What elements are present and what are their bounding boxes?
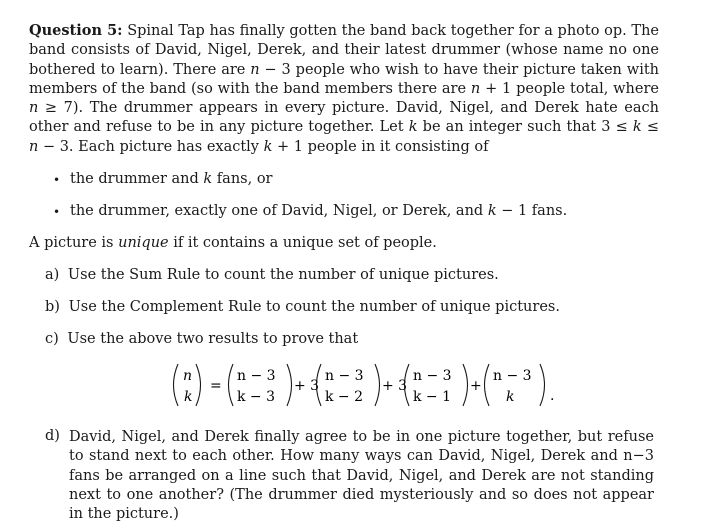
- term2-bottom: k − 2: [325, 389, 364, 405]
- part-text: Use the Sum Rule to count the number of unique pictures.: [67, 267, 499, 283]
- part-text: David, Nigel, and Derek finally agree to be in one picture together, but refuse to stand next to each other. How many ways can David, Nigel, Derek and n−3 fans be arranged on a line such that David, Nigel, and Derek are not standing next to one another? (The drummer died mysteriously and so does not appear in the picture.): [69, 429, 654, 523]
- part-d: [69, 428, 654, 524]
- term4-bottom: k: [506, 389, 515, 405]
- intro-text-4: ≥ 7). The drummer appears in every picture. David, Nigel, and Derek hate each other and refuse to be in any picture together. Let: [29, 100, 659, 136]
- lhs-bottom: k: [184, 389, 193, 405]
- equation-end: .: [550, 388, 555, 404]
- definition-text: if it contains a unique set of people.: [168, 235, 437, 251]
- term2-top: n − 3: [325, 368, 364, 384]
- term2-coef: + 3: [294, 378, 320, 394]
- definition-text: A picture is: [29, 235, 119, 251]
- var-k: k: [203, 171, 213, 187]
- intro-text-6: ≤: [641, 119, 659, 136]
- term3-top: n − 3: [413, 368, 452, 384]
- bullet-text: the drummer and: [70, 171, 204, 187]
- intro-text-1: Spinal Tap has finally gotten the band back together for a photo op. The band consists of David, Nigel, Derek, and their latest drummer (whose name no one bothered to learn). There are: [29, 23, 659, 78]
- term1-bottom: k − 3: [237, 389, 276, 405]
- var-n: n: [470, 80, 481, 97]
- part-c: [45, 331, 358, 347]
- var-k: k: [263, 138, 273, 155]
- var-n: n: [29, 138, 39, 155]
- bullet-text: fans, or: [212, 171, 273, 187]
- intro-text-7: − 3. Each picture has exactly: [38, 138, 264, 155]
- part-a: [45, 267, 499, 283]
- term3-coef: + 3: [382, 378, 408, 394]
- part-b: [45, 299, 560, 315]
- intro-text-5: be an integer such that 3 ≤: [417, 119, 633, 136]
- part-label: d): [45, 428, 60, 444]
- term4-coef: +: [470, 378, 482, 394]
- var-k: k: [408, 119, 418, 136]
- term1-top: n − 3: [237, 368, 276, 384]
- question-label: Question 5:: [29, 22, 123, 39]
- part-d-label-wrap: [45, 428, 60, 444]
- equals-sign: =: [210, 378, 222, 394]
- bullet-item: [70, 171, 272, 187]
- definition-term: unique: [118, 235, 169, 251]
- intro-text-3: + 1 people total, where: [480, 80, 659, 97]
- part-text: Use the Complement Rule to count the number of unique pictures.: [68, 299, 560, 315]
- lhs-top: n: [183, 368, 193, 384]
- bullet-text: the drummer, exactly one of David, Nigel, or Derek, and: [70, 203, 488, 219]
- question-paragraph: [29, 21, 659, 157]
- bullet-text: − 1 fans.: [496, 203, 568, 219]
- part-label: a): [45, 267, 60, 283]
- bullet-marker: •: [53, 205, 61, 219]
- var-n: n: [250, 61, 260, 78]
- part-label: c): [45, 331, 59, 347]
- var-n: n: [29, 100, 39, 117]
- var-k: k: [487, 203, 497, 219]
- intro-text-8: + 1 people in it consisting of: [272, 138, 489, 155]
- term3-bottom: k − 1: [413, 389, 452, 405]
- var-k: k: [632, 119, 642, 136]
- part-label: b): [45, 299, 60, 315]
- bullet-marker: •: [53, 173, 61, 187]
- intro-text-2: − 3 people who wish to have their picture taken with members of the band (so with the band members there are: [29, 61, 659, 97]
- binomial-identity: [170, 356, 570, 416]
- definition-line: [29, 235, 437, 251]
- part-text: Use the above two results to prove that: [67, 331, 359, 347]
- bullet-item: [70, 203, 567, 219]
- term4-top: n − 3: [493, 368, 532, 384]
